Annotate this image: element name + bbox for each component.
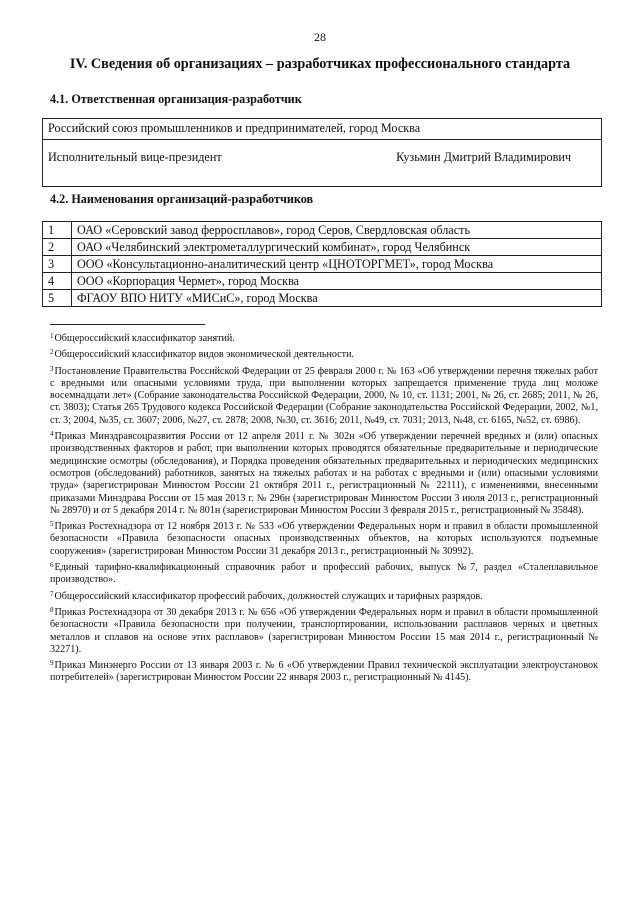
row-number: 4 <box>43 273 72 290</box>
row-number: 5 <box>43 290 72 307</box>
responsible-org-name: Российский союз промышленников и предпринимателей, город Москва <box>43 119 602 140</box>
table-row <box>43 222 602 239</box>
org-name: ОАО «Серовский завод ферросплавов», город Серов, Свердловская область <box>72 222 602 239</box>
page-number: 28 <box>314 30 326 44</box>
footnote-text: Общероссийский классификатор видов экономической деятельности. <box>54 349 354 361</box>
footnote-divider <box>50 324 205 325</box>
row-number: 3 <box>43 256 72 273</box>
footnote-text: Единый тарифно-квалификационный справочник работ и профессий рабочих, выпуск №7, раздел «Сталеплавильное производство». <box>50 562 598 586</box>
footnote-mark: 7 <box>50 589 54 598</box>
org-name: ООО «Консультационно-аналитический центр «ЦНОТОРГМЕТ», город Москва <box>72 256 602 273</box>
responsible-role: Исполнительный вице-президент <box>43 140 304 187</box>
footnote <box>50 346 598 361</box>
footnote <box>50 588 598 603</box>
table-row <box>43 290 602 307</box>
row-number: 1 <box>43 222 72 239</box>
footnote-text: Постановление Правительства Российской Федерации от 25 февраля 2000 г. № 163 «Об утверждении перечня тяжелых работ с вредными или опасными условиями труда, при выполнении которых запрещается применение труда лиц моложе восемнадцати лет» (Собрание законодательства Российской Федерации, 2000, № 10, ст. 1131; 2001, № 26, ст. 2685; 2011, № 26, ст. 3803); Статья 265 Трудового кодекса Российской Федерации (Собрание законодательства Российской Федерации, 2002, №1, ст. 3; 2004, №35, ст. 3607; 2006, №27, ст. 2878; 2008, №30, ст. 3616; 2011, №49, ст. 7031; 2013, №48, ст. 6165, №52, ст. 6986). <box>50 365 598 426</box>
developer-orgs-heading: 4.2. Наименования организаций-разработчиков <box>50 192 314 206</box>
footnote-mark: 9 <box>50 659 54 668</box>
footnote-mark: 4 <box>50 430 54 439</box>
footnote-text: Приказ Ростехнадзора от 12 ноября 2013 г. № 533 «Об утверждении Федеральных норм и правил в области промышленной безопасности «Правила безопасности опасных производственных объектов, на которых используются подъемные сооружения» (зарегистрирован Минюстом России 31 декабря 2013 г., регистрационный № 30992). <box>50 521 598 557</box>
table-row <box>43 256 602 273</box>
footnotes <box>50 330 598 686</box>
responsible-person: Кузьмин Дмитрий Владимирович <box>303 140 601 187</box>
footnote-mark: 6 <box>50 561 54 570</box>
row-number: 2 <box>43 239 72 256</box>
footnote-text: Приказ Ростехнадзора от 30 декабря 2013 г. № 656 «Об утверждении Федеральных норм и правил в области промышленной безопасности «Правила безопасности при получении, транспортировании, использовании расплавов черных и цветных металлов и сплавов на основе этих расплавов» (зарегистрирован Минюстом России 15 мая 2014 г., регистрационный № 32271). <box>50 606 598 655</box>
footnote <box>50 518 598 558</box>
org-name: ООО «Корпорация Чермет», город Москва <box>72 273 602 290</box>
org-name: ФГАОУ ВПО НИТУ «МИСиС», город Москва <box>72 290 602 307</box>
footnote-mark: 5 <box>50 520 54 529</box>
section-title: IV. Сведения об организациях – разработчиках профессионального стандарта <box>69 56 571 72</box>
developer-orgs-table <box>42 221 602 307</box>
responsible-org-table <box>42 118 602 187</box>
footnote-text: Приказ Минздравсоцразвития России от 12 апреля 2011 г. № 302н «Об утверждении перечней вредных и (или) опасных производственных факторов и работ, при выполнении которых проводятся обязательные предварительные и периодические медицинские осмотры (обследования), и Порядка проведения обязательных предварительных и периодических медицинских осмотров (обследований) работников, занятых на тяжелых работах и на работах с вредными и (или) опасными условиями труда» (зарегистрирован Минюстом России 21 октября 2011 г., регистрационный № 22111), с изменениями, внесенными приказами Минздрава России от 15 мая 2013 г. № 296н (зарегистрирован Минюстом России 3 июля 2013 г., регистрационный № 28970) и от 5 декабря 2014 г. № 801н (зарегистрирован Минюстом России 3 февраля 2015 г., регистрационный № 35848). <box>50 431 598 516</box>
footnote <box>50 363 598 427</box>
footnote-text: Приказ Минэнерго России от 13 января 2003 г. № 6 «Об утверждении Правил технической эксплуатации электроустановок потребителей» (зарегистрирован Минюстом России 22 января 2003 г., регистрационный № 4145). <box>50 660 598 684</box>
footnote <box>50 657 598 685</box>
footnote-mark: 8 <box>50 605 54 614</box>
footnote-mark: 1 <box>50 332 54 340</box>
responsible-org-heading: 4.1. Ответственная организация-разработчик <box>50 92 302 106</box>
footnote <box>50 559 598 587</box>
footnote <box>50 604 598 656</box>
table-row <box>43 273 602 290</box>
footnote <box>50 330 598 345</box>
footnote-mark: 2 <box>50 348 54 357</box>
footnote-text: Общероссийский классификатор занятий. <box>54 333 235 344</box>
footnote <box>50 428 598 517</box>
org-name: ОАО «Челябинский электрометаллургический комбинат», город Челябинск <box>72 239 602 256</box>
footnote-text: Общероссийский классификатор профессий рабочих, должностей служащих и тарифных разрядов. <box>54 590 483 602</box>
table-row <box>43 239 602 256</box>
footnote-mark: 3 <box>50 364 54 373</box>
